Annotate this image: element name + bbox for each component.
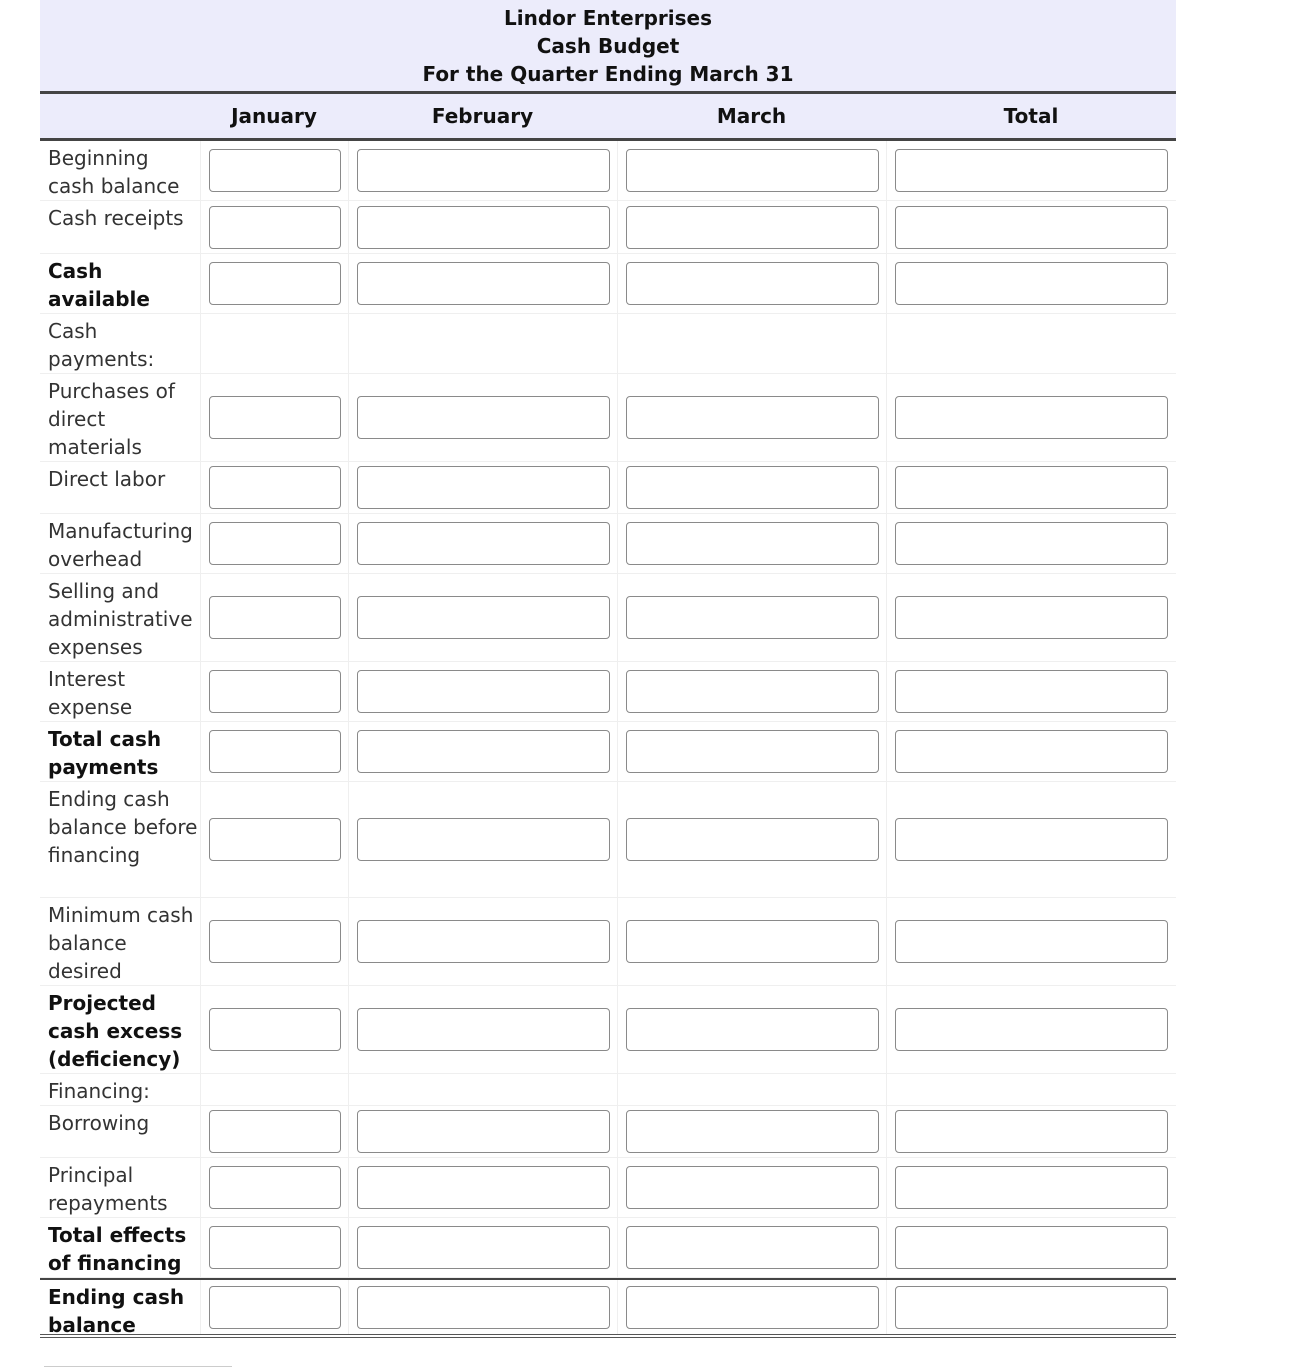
cell-march (617, 782, 886, 897)
amount-input-february[interactable] (357, 1008, 610, 1051)
table-row (40, 314, 1176, 374)
amount-input-total[interactable] (895, 670, 1168, 713)
cell-january (200, 374, 348, 461)
cash-budget-table (40, 0, 1176, 1338)
table-row (40, 662, 1176, 722)
table-body (40, 141, 1176, 1338)
cell-february (348, 1074, 617, 1105)
cell-january (200, 1218, 348, 1277)
row-label: Cash receipts (48, 206, 184, 230)
table-header (40, 0, 1176, 141)
amount-input-january[interactable] (209, 920, 341, 963)
amount-input-february[interactable] (357, 1286, 610, 1329)
amount-input-february[interactable] (357, 670, 610, 713)
cell-january (200, 898, 348, 985)
cell-march (617, 662, 886, 721)
amount-input-february[interactable] (357, 262, 610, 305)
amount-input-february[interactable] (357, 596, 610, 639)
amount-input-february[interactable] (357, 396, 610, 439)
cell-total (886, 462, 1176, 513)
row-label: Projected cash excess (deficiency) (48, 991, 183, 1071)
column-header-january: January (231, 104, 317, 128)
cell-march (617, 1106, 886, 1157)
amount-input-january[interactable] (209, 396, 341, 439)
cell-february (348, 1280, 617, 1334)
divider (44, 1366, 232, 1367)
table-row (40, 1158, 1176, 1218)
amount-input-february[interactable] (357, 730, 610, 773)
amount-input-january[interactable] (209, 1008, 341, 1051)
cell-february (348, 1106, 617, 1157)
amount-input-march[interactable] (626, 1110, 879, 1153)
amount-input-total[interactable] (895, 1008, 1168, 1051)
column-header-total: Total (1003, 104, 1059, 128)
amount-input-march[interactable] (626, 1226, 879, 1269)
report-title-block (40, 0, 1176, 94)
company-name: Lindor Enterprises (503, 6, 713, 30)
table-row (40, 782, 1176, 898)
amount-input-january[interactable] (209, 149, 341, 192)
cell-total (886, 898, 1176, 985)
cell-january (200, 514, 348, 573)
row-label: Cash available (48, 259, 150, 311)
cell-january (200, 782, 348, 897)
amount-input-march[interactable] (626, 1008, 879, 1051)
amount-input-march[interactable] (626, 262, 879, 305)
amount-input-february[interactable] (357, 206, 610, 249)
table-row (40, 374, 1176, 462)
amount-input-january[interactable] (209, 730, 341, 773)
cell-march (617, 1218, 886, 1277)
row-label: Total cash payments (48, 727, 162, 779)
report-period: For the Quarter Ending March 31 (422, 62, 794, 86)
cell-january (200, 1074, 348, 1105)
column-header-february: February (431, 104, 534, 128)
cell-january (200, 722, 348, 781)
amount-input-january[interactable] (209, 596, 341, 639)
amount-input-february[interactable] (357, 1166, 610, 1209)
row-label: Beginning cash balance (48, 146, 180, 198)
amount-input-total[interactable] (895, 1226, 1168, 1269)
row-label: Financing: (48, 1079, 150, 1103)
cell-january (200, 462, 348, 513)
table-row (40, 1218, 1176, 1278)
table-row (40, 462, 1176, 514)
row-label: Purchases of direct materials (48, 379, 175, 459)
cell-total (886, 201, 1176, 253)
amount-input-total[interactable] (895, 262, 1168, 305)
report-name: Cash Budget (536, 34, 680, 58)
cell-february (348, 898, 617, 985)
amount-input-total[interactable] (895, 466, 1168, 509)
cell-january (200, 141, 348, 200)
cell-february (348, 1218, 617, 1277)
amount-input-february[interactable] (357, 522, 610, 565)
cell-january (200, 986, 348, 1073)
cell-march (617, 1280, 886, 1334)
row-label: Ending cash balance before financing (48, 787, 198, 867)
amount-input-total[interactable] (895, 920, 1168, 963)
table-row (40, 722, 1176, 782)
amount-input-february[interactable] (357, 920, 610, 963)
amount-input-march[interactable] (626, 818, 879, 861)
cell-march (617, 514, 886, 573)
cell-total (886, 662, 1176, 721)
cell-january (200, 314, 348, 373)
cell-total (886, 574, 1176, 661)
table-row (40, 254, 1176, 314)
cell-february (348, 574, 617, 661)
amount-input-january[interactable] (209, 818, 341, 861)
cell-march (617, 1074, 886, 1105)
amount-input-march[interactable] (626, 1286, 879, 1329)
amount-input-january[interactable] (209, 1286, 341, 1329)
amount-input-march[interactable] (626, 1166, 879, 1209)
column-header-row (40, 94, 1176, 141)
table-row (40, 898, 1176, 986)
cell-march (617, 986, 886, 1073)
cell-total (886, 1074, 1176, 1105)
amount-input-january[interactable] (209, 466, 341, 509)
cell-total (886, 141, 1176, 200)
amount-input-february[interactable] (357, 466, 610, 509)
row-label: Minimum cash balance desired (48, 903, 194, 983)
cell-march (617, 898, 886, 985)
row-label: Selling and administrative expenses (48, 579, 193, 659)
table-row (40, 1278, 1176, 1338)
amount-input-total[interactable] (895, 396, 1168, 439)
amount-input-march[interactable] (626, 466, 879, 509)
cell-march (617, 574, 886, 661)
cell-march (617, 462, 886, 513)
column-header-march: March (716, 104, 787, 128)
table-row (40, 201, 1176, 254)
cell-march (617, 314, 886, 373)
cell-total (886, 1280, 1176, 1334)
cell-february (348, 722, 617, 781)
amount-input-total[interactable] (895, 596, 1168, 639)
amount-input-total[interactable] (895, 1166, 1168, 1209)
cell-january (200, 662, 348, 721)
amount-input-march[interactable] (626, 396, 879, 439)
amount-input-january[interactable] (209, 1226, 341, 1269)
row-label: Ending cash balance (48, 1285, 185, 1337)
cell-february (348, 374, 617, 461)
amount-input-total[interactable] (895, 522, 1168, 565)
cell-total (886, 986, 1176, 1073)
cell-total (886, 782, 1176, 897)
column-header-blank (40, 94, 200, 138)
cell-total (886, 1158, 1176, 1217)
cell-january (200, 1106, 348, 1157)
amount-input-total[interactable] (895, 1286, 1168, 1329)
cell-january (200, 254, 348, 313)
amount-input-march[interactable] (626, 149, 879, 192)
cell-march (617, 141, 886, 200)
amount-input-total[interactable] (895, 818, 1168, 861)
table-row (40, 1074, 1176, 1106)
amount-input-february[interactable] (357, 818, 610, 861)
amount-input-march[interactable] (626, 206, 879, 249)
table-row (40, 574, 1176, 662)
cell-march (617, 201, 886, 253)
row-label: Borrowing (48, 1111, 150, 1135)
table-row (40, 1106, 1176, 1158)
cell-january (200, 201, 348, 253)
row-label: Direct labor (48, 467, 166, 491)
amount-input-march[interactable] (626, 920, 879, 963)
cell-february (348, 201, 617, 253)
amount-input-total[interactable] (895, 1110, 1168, 1153)
table-row (40, 141, 1176, 201)
amount-input-total[interactable] (895, 206, 1168, 249)
cell-february (348, 986, 617, 1073)
amount-input-total[interactable] (895, 730, 1168, 773)
amount-input-march[interactable] (626, 730, 879, 773)
amount-input-february[interactable] (357, 1110, 610, 1153)
amount-input-january[interactable] (209, 206, 341, 249)
cell-march (617, 374, 886, 461)
cell-february (348, 254, 617, 313)
cell-january (200, 574, 348, 661)
amount-input-february[interactable] (357, 149, 610, 192)
cell-february (348, 314, 617, 373)
cell-february (348, 1158, 617, 1217)
row-label: Manufacturing overhead (48, 519, 193, 571)
cell-february (348, 141, 617, 200)
cell-total (886, 374, 1176, 461)
cell-total (886, 314, 1176, 373)
row-label: Interest expense (48, 667, 133, 719)
cell-february (348, 514, 617, 573)
table-row (40, 986, 1176, 1074)
row-label: Principal repayments (48, 1163, 168, 1215)
cell-march (617, 1158, 886, 1217)
cell-february (348, 462, 617, 513)
amount-input-january[interactable] (209, 670, 341, 713)
amount-input-january[interactable] (209, 262, 341, 305)
amount-input-march[interactable] (626, 596, 879, 639)
cell-total (886, 1218, 1176, 1277)
cell-february (348, 782, 617, 897)
cell-total (886, 1106, 1176, 1157)
row-label: Total effects of financing (48, 1223, 187, 1275)
amount-input-january[interactable] (209, 522, 341, 565)
cell-total (886, 722, 1176, 781)
amount-input-march[interactable] (626, 670, 879, 713)
row-label: Cash payments: (48, 319, 155, 371)
table-row (40, 514, 1176, 574)
cell-march (617, 254, 886, 313)
cell-march (617, 722, 886, 781)
amount-input-march[interactable] (626, 522, 879, 565)
amount-input-february[interactable] (357, 1226, 610, 1269)
cell-total (886, 514, 1176, 573)
cell-january (200, 1158, 348, 1217)
amount-input-total[interactable] (895, 149, 1168, 192)
amount-input-january[interactable] (209, 1166, 341, 1209)
cell-total (886, 254, 1176, 313)
amount-input-january[interactable] (209, 1110, 341, 1153)
cell-january (200, 1280, 348, 1334)
cell-february (348, 662, 617, 721)
